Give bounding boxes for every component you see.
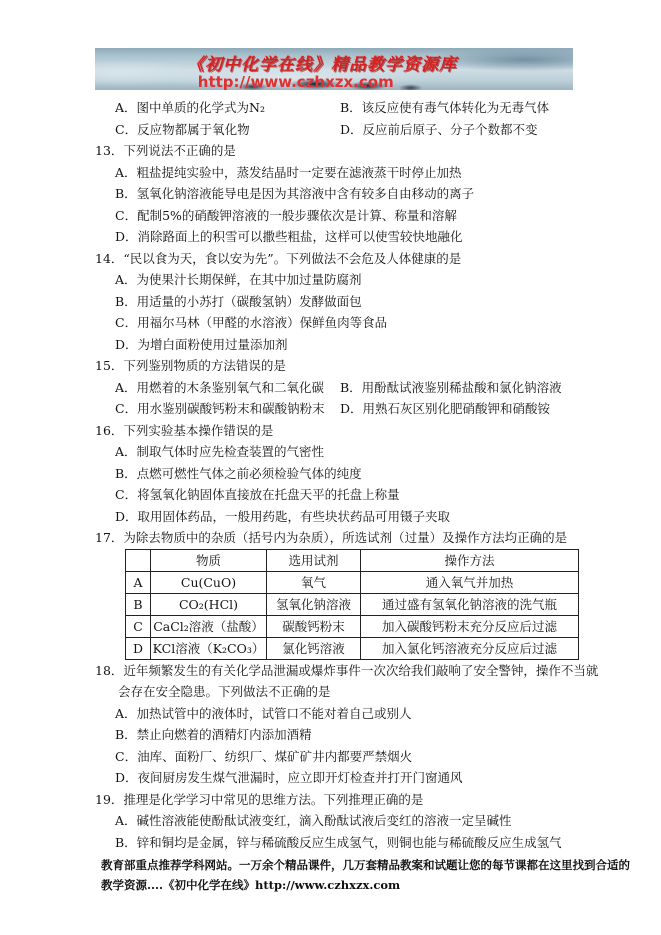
question-14-option-c: C．用福尔马林（甲醛的水溶液）保鲜鱼肉等食品: [115, 315, 388, 330]
question-16-option-a: A．制取气体时应先检查装置的气密性: [115, 444, 325, 459]
question-16-option-d: D．取用固体药品，一般用药匙，有些块状药品可用镊子夹取: [115, 508, 451, 524]
row-method: 通入氧气并加热: [361, 571, 579, 593]
row-substance: KCl溶液（K₂CO₃）: [151, 637, 267, 659]
row-label: A: [126, 571, 151, 593]
question-17-stem: [95, 527, 570, 549]
row-reagent: 氯化钙溶液: [267, 637, 361, 659]
prev-option-a: A．图中单质的化学式为N₂: [115, 100, 265, 115]
footer-line-1: 教育部重点推荐学科网站。一万余个精品课件，几万套精品教案和试题让您的每节课都在这里找到合适的: [101, 858, 630, 872]
banner-url: http://www.czhxzx.com: [197, 73, 394, 91]
question-14-text: “民以食为天，食以安为先”。下列做法不会危及人体健康的是: [123, 250, 462, 266]
question-15-number: 15．: [95, 358, 124, 373]
exam-content: [95, 97, 630, 895]
question-19-option-b: B．锌和铜均是金属，锌与稀硫酸反应生成氢气，则铜也能与稀硫酸反应生成氢气: [115, 834, 562, 850]
footer-line-2: 教学资源....《初中化学在线》http://www.czhxzx.com: [101, 877, 401, 892]
question-17-number: 17．: [95, 530, 124, 545]
question-19-number: 19．: [95, 791, 124, 807]
row-method: 通过盛有氢氧化钠溶液的洗气瓶: [361, 593, 579, 615]
row-label: C: [126, 615, 151, 637]
question-14-stem: [95, 248, 570, 270]
table-header-method: 操作方法: [361, 549, 579, 571]
question-16-stem: [95, 420, 570, 442]
table-header-row: [126, 549, 579, 571]
question-16-text: 下列实验基本操作错误的是: [123, 422, 274, 438]
question-18-option-b: B．禁止向燃着的酒精灯内添加酒精: [115, 727, 312, 742]
row-label: B: [126, 593, 151, 615]
question-16-option-b: B．点燃可燃性气体之前必须检验气体的纯度: [115, 465, 362, 481]
prev-option-c: C．反应物都属于氧化物: [115, 121, 250, 137]
question-19-stem: [95, 789, 570, 811]
question-15-option-c: C．用水鉴别碳酸钙粉末和碳酸钠粉末: [115, 401, 325, 416]
table-header-reagent: 选用试剂: [267, 549, 361, 571]
question-13-option-d: D．消除路面上的积雪可以撒些粗盐，这样可以使雪较快地融化: [115, 229, 463, 244]
row-substance: CO₂(HCl): [151, 593, 267, 615]
question-15-option-a: A．用燃着的木条鉴别氧气和二氧化碳: [115, 379, 325, 395]
question-14-option-a: A．为使果汁长期保鲜，在其中加过量防腐剂: [115, 272, 362, 287]
table-row: [126, 615, 579, 637]
site-banner: [95, 48, 573, 90]
question-15-options-row-2: [95, 398, 570, 420]
question-18-stem-line-1: 18．近年频繁发生的有关化学品泄漏或爆炸事件一次次给我们敲响了安全警钟，操作不当就: [95, 662, 599, 678]
row-reagent: 氢氧化钠溶液: [267, 593, 361, 615]
question-13-option-c: C．配制5%的硝酸钾溶液的一般步骤依次是计算、称量和溶解: [115, 207, 457, 223]
question-15-stem: [95, 355, 570, 377]
table-row: [126, 593, 579, 615]
question-17-table: [125, 549, 579, 660]
question-17-text: 为除去物质中的杂质（括号内为杂质），所选试剂（过量）及操作方法均正确的是: [123, 530, 568, 545]
question-13-stem: [95, 140, 570, 162]
question-13-option-b: B．氢氧化钠溶液能导电是因为其溶液中含有较多自由移动的离子: [115, 186, 475, 201]
question-15-text: 下列鉴别物质的方法错误的是: [123, 358, 286, 373]
question-18-option-c: C．油库、面粉厂、纺织厂、煤矿矿井内都要严禁烟火: [115, 748, 413, 764]
question-13-text: 下列说法不正确的是: [123, 143, 236, 158]
question-15-option-d: D．用熟石灰区别化肥硝酸钾和硝酸铵: [340, 401, 551, 416]
table-row: [126, 637, 579, 659]
question-14-option-b: B．用适量的小苏打（碳酸氢钠）发酵做面包: [115, 293, 362, 309]
row-label: D: [126, 637, 151, 659]
question-13-option-a: A．粗盐提纯实验中，蒸发结晶时一定要在滤液蒸干时停止加热: [115, 164, 462, 180]
row-substance: Cu(CuO): [151, 571, 267, 593]
prev-option-d: D．反应前后原子、分子个数都不变: [340, 121, 538, 137]
row-reagent: 氧气: [267, 571, 361, 593]
prev-option-b: B．该反应使有毒气体转化为无毒气体: [340, 100, 550, 115]
question-14-option-d: D．为增白面粉使用过量添加剂: [115, 336, 288, 352]
question-19-option-a: A．碱性溶液能使酚酞试液变红，滴入酚酞试液后变红的溶液一定呈碱性: [115, 813, 512, 828]
row-reagent: 碳酸钙粉末: [267, 615, 361, 637]
row-substance: CaCl₂溶液（盐酸）: [151, 615, 267, 637]
question-18-stem-line-2: 会存在安全隐患。下列做法不正确的是: [118, 684, 331, 699]
prev-question-options-row-2: [95, 119, 570, 141]
site-footer: [101, 856, 630, 895]
table-header-substance: 物质: [151, 549, 267, 571]
row-method: 加入氯化钙溶液充分反应后过滤: [361, 637, 579, 659]
question-14-number: 14．: [95, 250, 124, 266]
row-method: 加入碳酸钙粉末充分反应后过滤: [361, 615, 579, 637]
question-19-text: 推理是化学学习中常见的思维方法。下列推理正确的是: [123, 791, 424, 807]
question-18-option-a: A．加热试管中的液体时，试管口不能对着自己或别人: [115, 705, 412, 721]
prev-question-options-row-1: [95, 97, 570, 119]
table-row: [126, 571, 579, 593]
question-15-option-b: B．用酚酞试液鉴别稀盐酸和氯化钠溶液: [340, 379, 562, 395]
banner-title: 《初中化学在线》精品教学资源库: [187, 55, 458, 75]
question-15-options-row-1: [95, 377, 570, 399]
table-header-blank: [126, 549, 151, 571]
question-18-option-d: D．夜间厨房发生煤气泄漏时，应立即开灯检查并打开门窗通风: [115, 770, 463, 785]
question-13-number: 13．: [95, 143, 124, 158]
question-16-number: 16．: [95, 422, 124, 438]
question-16-option-c: C．将氢氧化钠固体直接放在托盘天平的托盘上称量: [115, 487, 400, 502]
